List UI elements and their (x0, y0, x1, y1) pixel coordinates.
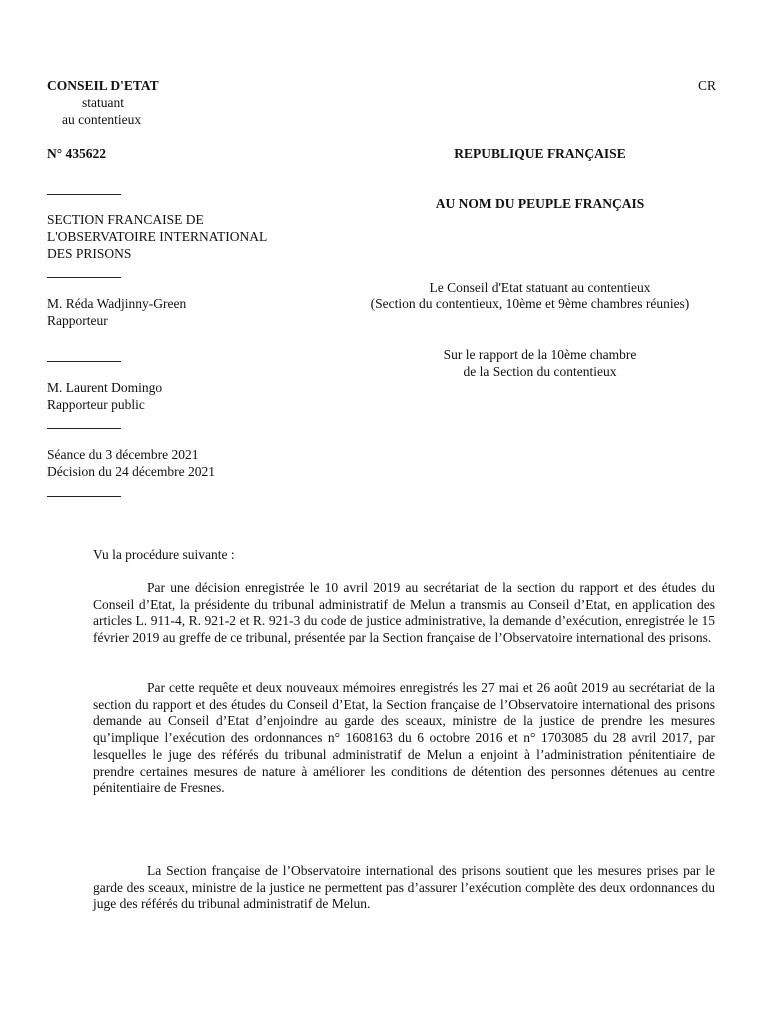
document-code: CR (697, 78, 716, 93)
rapporteur-name: M. Réda Wadjinny-Green (47, 296, 187, 311)
council-line-2: (Section du contentieux, 10ème et 9ème chambres réunies) (370, 296, 690, 311)
separator-rule (47, 428, 121, 429)
party-name-line-1: SECTION FRANCAISE DE (47, 212, 204, 227)
separator-rule (47, 361, 121, 362)
court-subtitle-2: au contentieux (62, 112, 142, 127)
separator-rule (47, 194, 121, 195)
case-number: N° 435622 (47, 146, 107, 161)
body-paragraph-1: Par une décision enregistrée le 10 avril 2019 au secrétariat de la section du rapport et des études du Conseil d’Etat, la présidente du tribunal administratif de Melun a transmis au Conseil d’Etat, en application des articles L. 911-4, R. 921-2 et R. 921-3 du code de justice administrative, la demande d’exécution, enregistrée le 15 février 2019 au greffe de ce tribunal, présentée par la Section française de l’Observatoire international des prisons. (93, 580, 715, 646)
party-name-line-3: DES PRISONS (47, 246, 132, 261)
court-subtitle-1: statuant (82, 95, 124, 110)
body-paragraph-3: La Section française de l’Observatoire international des prisons soutient que les mesures prises par le garde des sceaux, ministre de la justice ne permettent pas d’assurer l’exécution complète des deux ordonnances du juge des référés du tribunal administratif de Melun. (93, 863, 715, 912)
procedure-intro: Vu la procédure suivante : (93, 547, 235, 562)
report-line-2: de la Section du contentieux (463, 364, 617, 379)
body-paragraph-2: Par cette requête et deux nouveaux mémoires enregistrés les 27 mai et 26 août 2019 au secrétariat de la section du rapport et des études du Conseil d’Etat, la Section française de l’Observatoire international des prisons demande au Conseil d’Etat d’enjoindre au garde des sceaux, ministre de la justice de prendre les mesures qu’implique l’exécution des ordonnances n° 1608163 du 6 octobre 2016 et n° 1703085 du 28 avril 2017, par lesquelles le juge des référés du tribunal administratif de Melun a enjoint à l’administration pénitentiaire de prendre certaines mesures de nature à améliorer les conditions de détention des personnes détenues au centre pénitentiaire de Fresnes. (93, 680, 715, 796)
separator-rule (47, 277, 121, 278)
decision-date: Décision du 24 décembre 2021 (47, 464, 215, 479)
public-rapporteur-name: M. Laurent Domingo (47, 380, 163, 395)
court-name: CONSEIL D'ETAT (47, 78, 159, 93)
public-rapporteur-role: Rapporteur public (47, 397, 145, 412)
party-name-line-2: L'OBSERVATOIRE INTERNATIONAL (47, 229, 268, 244)
report-line-1: Sur le rapport de la 10ème chambre (443, 347, 637, 362)
council-line-1: Le Conseil d'Etat statuant au contentieux (429, 280, 651, 295)
rapporteur-role: Rapporteur (47, 313, 108, 328)
separator-rule (47, 496, 121, 497)
republic-heading: REPUBLIQUE FRANÇAISE (454, 146, 626, 161)
seance-date: Séance du 3 décembre 2021 (47, 447, 199, 462)
people-heading: AU NOM DU PEUPLE FRANÇAIS (435, 196, 645, 211)
